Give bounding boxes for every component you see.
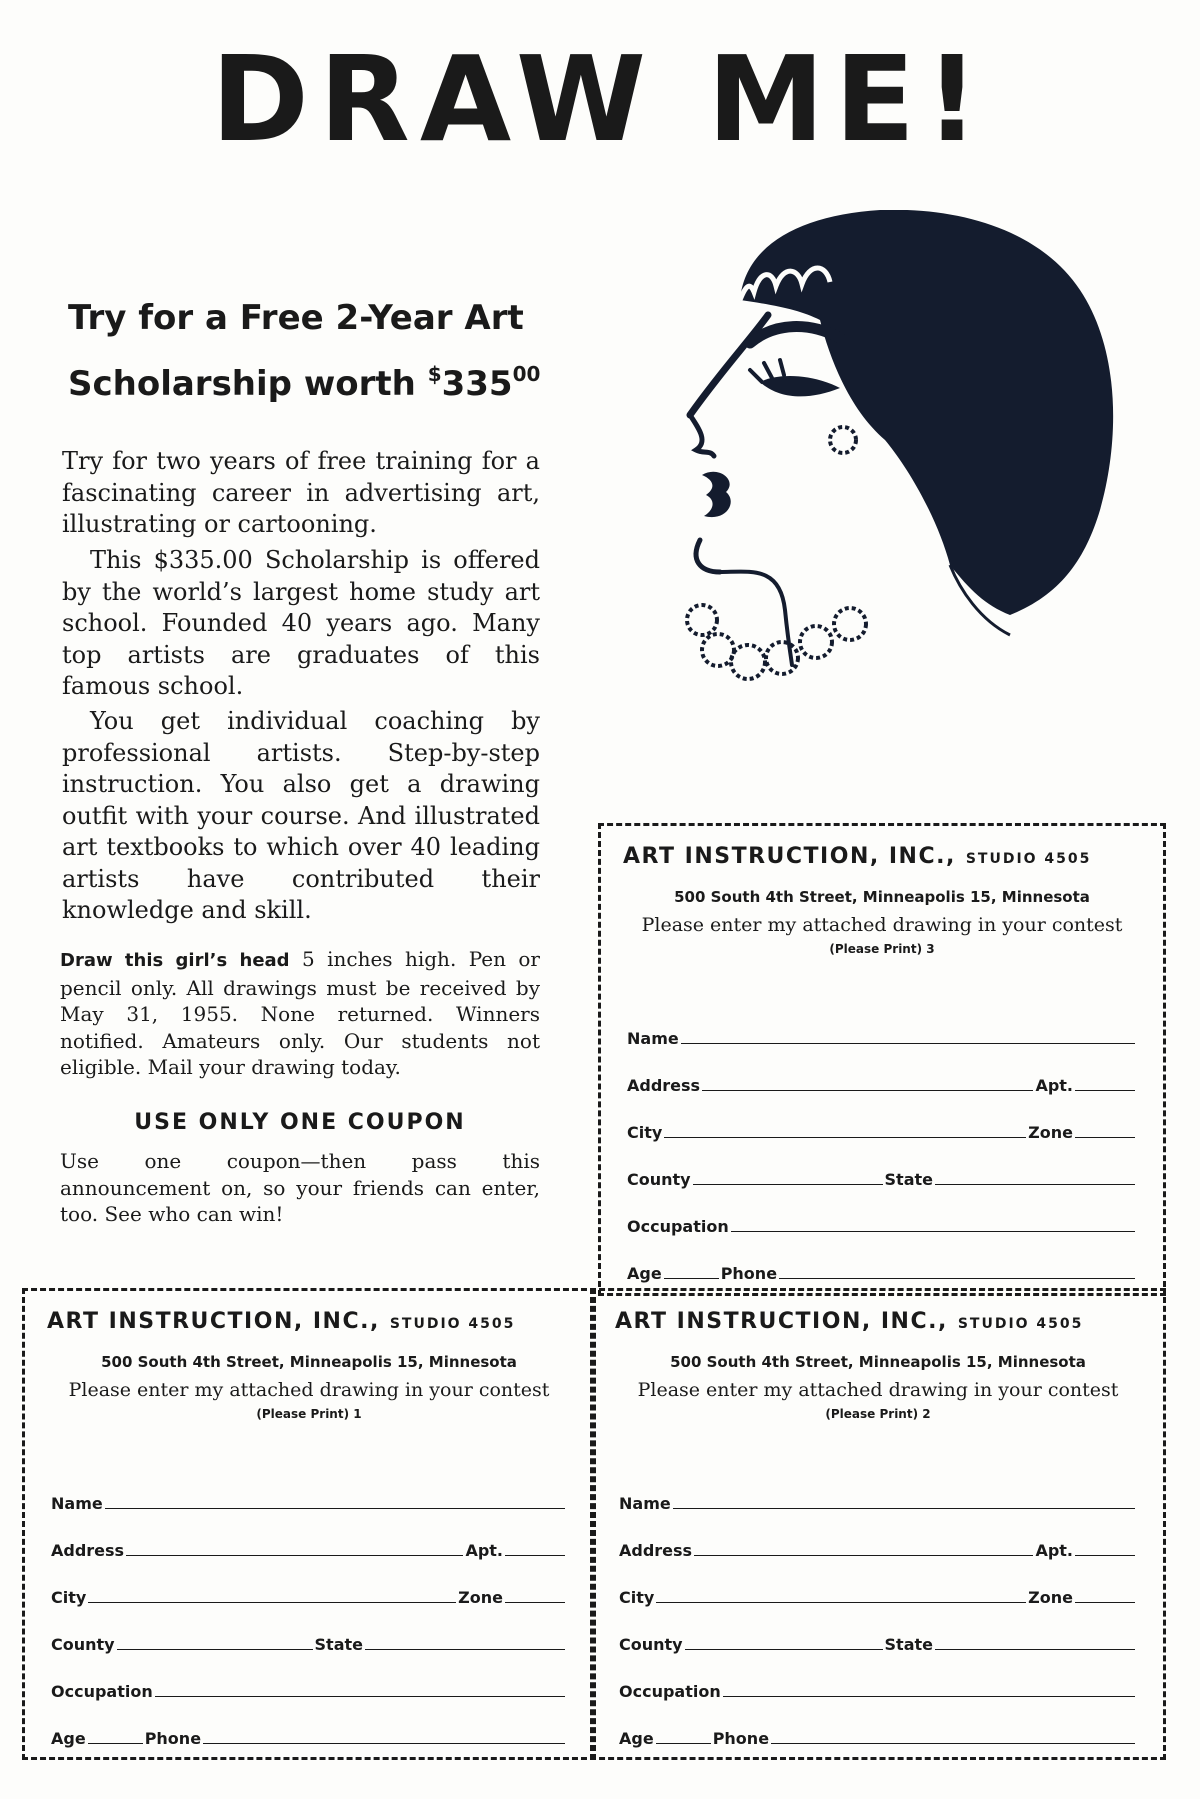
apt-line[interactable] xyxy=(1075,1090,1135,1091)
apt-label: Apt. xyxy=(465,1541,503,1560)
coupon-request: Please enter my attached drawing in your contest xyxy=(68,1379,550,1401)
use-one-coupon-heading: USE ONLY ONE COUPON xyxy=(134,1110,466,1135)
phone-label: Phone xyxy=(712,1729,770,1748)
address-row xyxy=(627,1048,1137,1095)
studio-number: STUDIO 4505 xyxy=(965,851,1092,867)
coupon-request: Please enter my attached drawing in your contest xyxy=(641,914,1123,936)
occupation-row xyxy=(51,1654,567,1701)
subhead-line-1: Try for a Free 2-Year Art xyxy=(68,298,524,338)
age-line[interactable] xyxy=(656,1743,711,1744)
city-label: City xyxy=(51,1588,87,1607)
intro-paragraph: Try for two years of free training for a fascinating career in advertising art, illustrating or cartooning. xyxy=(62,447,540,538)
coupon-address: 500 South 4th Street, Minneapolis 15, Minnesota xyxy=(101,1353,517,1371)
scholarship-subhead xyxy=(68,290,548,412)
zone-label: Zone xyxy=(458,1588,503,1607)
dollar-sign: $ xyxy=(427,362,442,386)
county-line[interactable] xyxy=(117,1649,313,1650)
age-line[interactable] xyxy=(88,1743,143,1744)
apt-label: Apt. xyxy=(1035,1541,1073,1560)
bead-4 xyxy=(766,642,798,674)
name-label: Name xyxy=(619,1494,671,1513)
scholarship-cents: 00 xyxy=(512,362,541,386)
age-phone-row xyxy=(627,1236,1137,1283)
coupon-company xyxy=(47,1309,571,1334)
address-label: Address xyxy=(627,1076,701,1095)
neck-line xyxy=(720,572,792,665)
county-row xyxy=(619,1607,1137,1654)
city-row xyxy=(627,1095,1137,1142)
age-phone-row xyxy=(51,1701,567,1748)
coupon-request: Please enter my attached drawing in your contest xyxy=(637,1379,1119,1401)
zone-line[interactable] xyxy=(1075,1602,1135,1603)
coupon-fields xyxy=(51,1466,567,1748)
county-row xyxy=(627,1142,1137,1189)
name-line[interactable] xyxy=(105,1508,565,1509)
state-label: State xyxy=(314,1635,363,1654)
address-label: Address xyxy=(619,1541,693,1560)
company-name: ART INSTRUCTION, INC., xyxy=(623,844,956,869)
address-line[interactable] xyxy=(126,1555,463,1556)
age-line[interactable] xyxy=(664,1278,719,1279)
city-line[interactable] xyxy=(88,1602,456,1603)
state-label: State xyxy=(884,1170,933,1189)
coupon-fields xyxy=(627,1001,1137,1283)
chin-line xyxy=(696,540,720,572)
coupon-print-note: (Please Print) 3 xyxy=(829,942,935,956)
girl-head-illustration xyxy=(680,210,1160,790)
state-label: State xyxy=(884,1635,933,1654)
address-line[interactable] xyxy=(694,1555,1033,1556)
earring xyxy=(830,427,856,453)
county-row xyxy=(51,1607,567,1654)
apt-label: Apt. xyxy=(1035,1076,1073,1095)
name-row xyxy=(51,1466,567,1513)
coupon-print-note: (Please Print) 2 xyxy=(825,1407,931,1421)
phone-label: Phone xyxy=(144,1729,202,1748)
studio-number: STUDIO 4505 xyxy=(957,1316,1084,1332)
name-row xyxy=(627,1001,1137,1048)
coupon-address: 500 South 4th Street, Minneapolis 15, Minnesota xyxy=(674,888,1090,906)
age-label: Age xyxy=(627,1264,662,1283)
occupation-label: Occupation xyxy=(619,1682,721,1701)
county-label: County xyxy=(627,1170,691,1189)
name-row xyxy=(619,1466,1137,1513)
coupon-fields xyxy=(619,1466,1137,1748)
coupon-company xyxy=(615,1309,1141,1334)
city-line[interactable] xyxy=(664,1137,1026,1138)
zone-line[interactable] xyxy=(1075,1137,1135,1138)
bead-1 xyxy=(687,605,717,635)
zone-line[interactable] xyxy=(505,1602,565,1603)
bead-5 xyxy=(800,626,832,658)
phone-label: Phone xyxy=(720,1264,778,1283)
apt-line[interactable] xyxy=(1075,1555,1135,1556)
company-name: ART INSTRUCTION, INC., xyxy=(615,1309,948,1334)
coupon-company xyxy=(623,844,1141,869)
age-phone-row xyxy=(619,1701,1137,1748)
coupon-1 xyxy=(22,1288,596,1760)
necklace xyxy=(687,605,866,679)
occupation-row xyxy=(627,1189,1137,1236)
age-label: Age xyxy=(51,1729,86,1748)
coupon-2 xyxy=(590,1288,1166,1760)
phone-line[interactable] xyxy=(779,1278,1135,1279)
nose xyxy=(690,415,714,456)
coaching-paragraph: You get individual coaching by professional artists. Step-by-step instruction. You also get a drawing outfit with your course. And illustrated art textbooks to which over 40 leading artists have contributed their knowledge and skill. xyxy=(62,707,540,924)
city-row xyxy=(51,1560,567,1607)
county-label: County xyxy=(619,1635,683,1654)
headline: DRAW ME! xyxy=(211,30,989,168)
subhead-line-2-prefix: Scholarship worth xyxy=(68,364,428,404)
address-row xyxy=(619,1513,1137,1560)
zone-label: Zone xyxy=(1028,1588,1073,1607)
county-line[interactable] xyxy=(693,1184,883,1185)
company-name: ART INSTRUCTION, INC., xyxy=(47,1309,380,1334)
city-row xyxy=(619,1560,1137,1607)
occupation-line[interactable] xyxy=(155,1696,565,1697)
scholarship-amount: 335 xyxy=(441,364,513,404)
phone-line[interactable] xyxy=(771,1743,1135,1744)
city-label: City xyxy=(619,1588,655,1607)
bead-2 xyxy=(702,634,734,666)
city-line[interactable] xyxy=(656,1602,1026,1603)
county-label: County xyxy=(51,1635,115,1654)
state-line[interactable] xyxy=(365,1649,565,1650)
coupon-print-note: (Please Print) 1 xyxy=(256,1407,362,1421)
address-label: Address xyxy=(51,1541,125,1560)
studio-number: STUDIO 4505 xyxy=(389,1316,516,1332)
occupation-row xyxy=(619,1654,1137,1701)
address-row xyxy=(51,1513,567,1560)
state-line[interactable] xyxy=(935,1184,1135,1185)
occupation-line[interactable] xyxy=(731,1231,1135,1232)
phone-line[interactable] xyxy=(203,1743,565,1744)
school-paragraph: This $335.00 Scholarship is offered by the world’s largest home study art school. Founded 40 years ago. Many top artists are graduates of this famous school. xyxy=(62,546,540,700)
county-line[interactable] xyxy=(685,1649,883,1650)
coupon-address: 500 South 4th Street, Minneapolis 15, Minnesota xyxy=(670,1353,1086,1371)
coupon-3 xyxy=(598,823,1166,1296)
state-line[interactable] xyxy=(935,1649,1135,1650)
city-label: City xyxy=(627,1123,663,1142)
zone-label: Zone xyxy=(1028,1123,1073,1142)
bead-6 xyxy=(834,608,866,640)
address-line[interactable] xyxy=(702,1090,1033,1091)
use-one-coupon-text: Use one coupon—then pass this announcement on, so your friends can enter, too. See who can win! xyxy=(60,1149,540,1226)
contest-text: 5 inches high. Pen or pencil only. All drawings must be received by May 31, 1955. None returned. Winners notified. Amateurs only. Our students not eligible. Mail your drawing today. xyxy=(60,947,540,1079)
contest-lead: Draw this girl’s head xyxy=(60,950,290,971)
occupation-label: Occupation xyxy=(51,1682,153,1701)
lips xyxy=(702,472,731,517)
name-label: Name xyxy=(627,1029,679,1048)
bead-3 xyxy=(731,645,765,679)
age-label: Age xyxy=(619,1729,654,1748)
occupation-label: Occupation xyxy=(627,1217,729,1236)
name-line[interactable] xyxy=(681,1043,1135,1044)
name-line[interactable] xyxy=(673,1508,1135,1509)
forehead-stroke xyxy=(690,315,768,415)
apt-line[interactable] xyxy=(505,1555,565,1556)
contest-rules xyxy=(60,946,540,1081)
name-label: Name xyxy=(51,1494,103,1513)
occupation-line[interactable] xyxy=(723,1696,1135,1697)
